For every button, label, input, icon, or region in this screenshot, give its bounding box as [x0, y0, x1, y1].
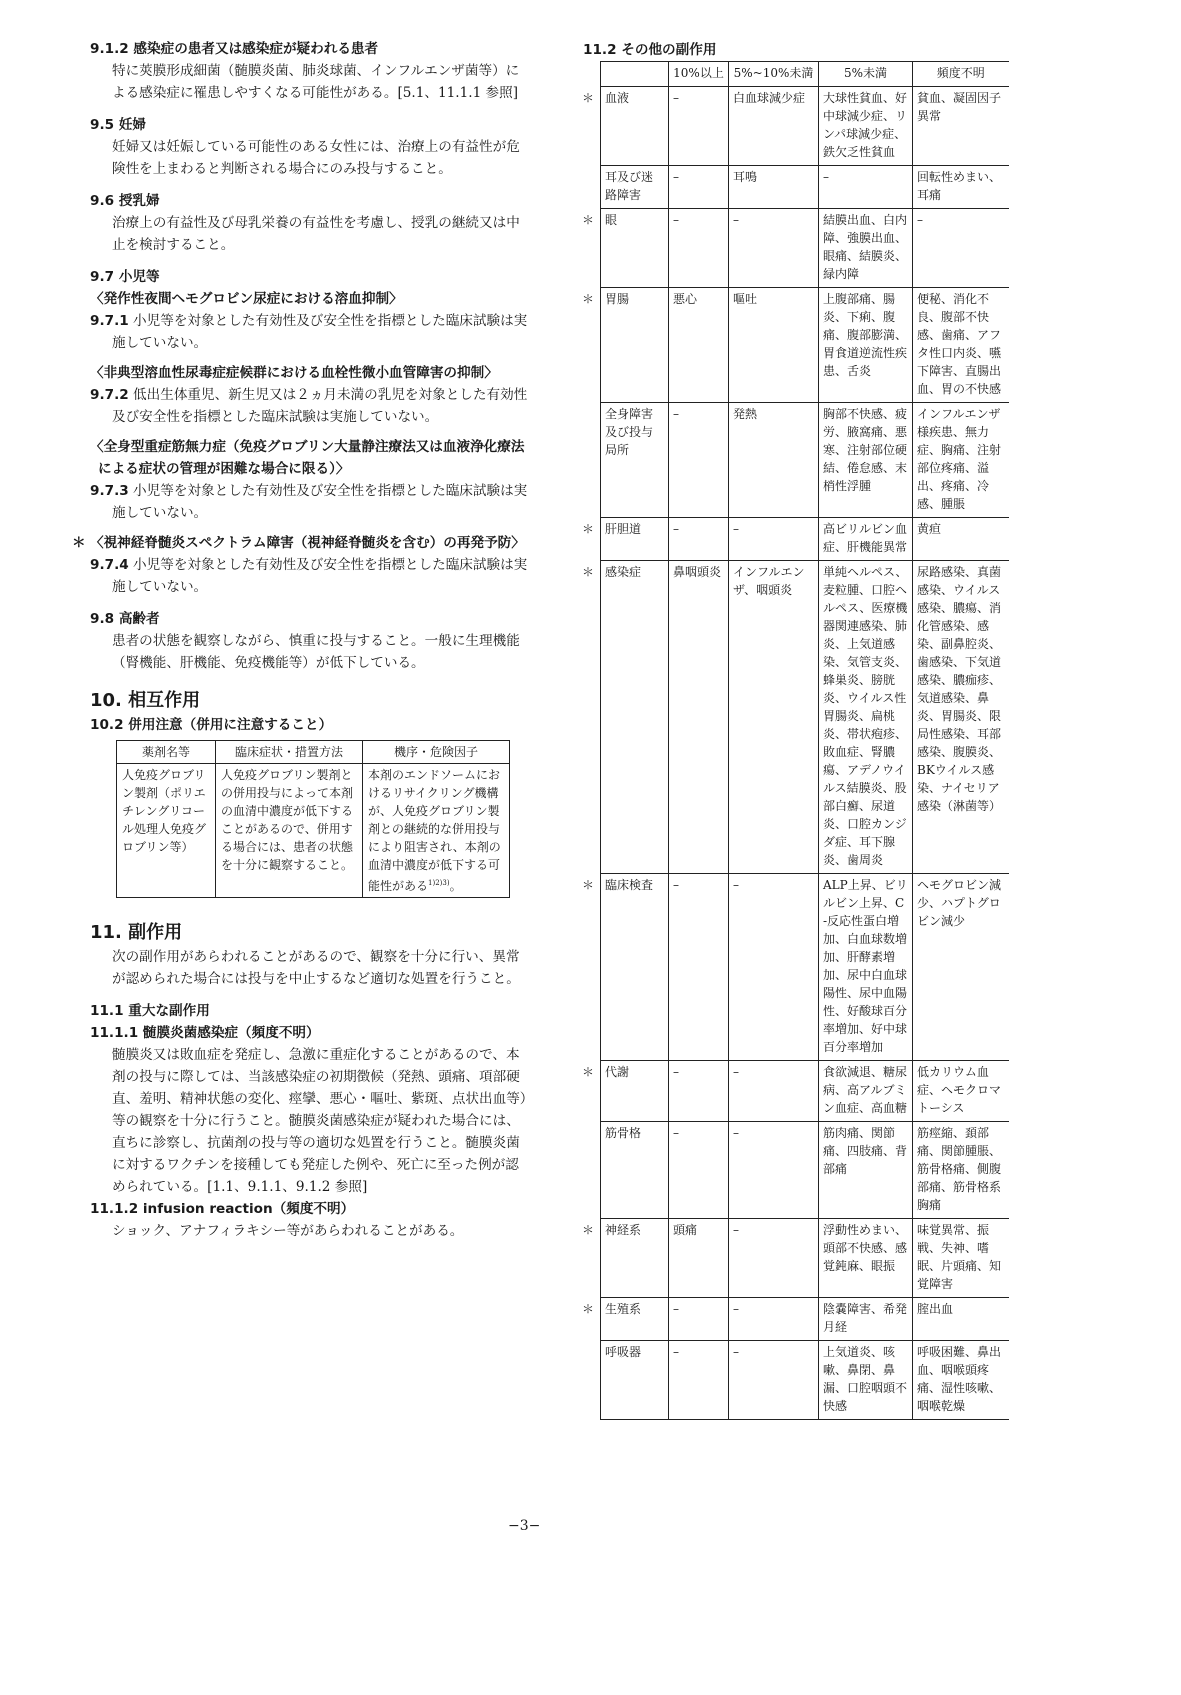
ae-frequency-cell: 悪心: [669, 288, 729, 403]
interaction-header-symptoms: 臨床症状・措置方法: [216, 741, 363, 764]
ae-frequency-cell: 陰嚢障害、希発月経: [819, 1298, 913, 1341]
paragraph-9-6: 治療上の有益性及び母乳栄養の有益性を考慮し、授乳の継続又は中止を検討すること。: [112, 215, 520, 253]
heading-11-1: 11.1 重大な副作用: [90, 1003, 210, 1019]
heading-9-8: 9.8 高齢者: [90, 611, 160, 627]
ae-category-label: 呼吸器: [605, 1345, 642, 1359]
ae-header-3: 5%未満: [819, 62, 913, 87]
ae-frequency-cell: –: [669, 1061, 729, 1122]
ae-frequency-cell: –: [669, 1341, 729, 1420]
ae-frequency-cell: 味覚異常、振戦、失神、嗜眠、片頭痛、知覚障害: [913, 1219, 1009, 1298]
paragraph-9-1-2: 特に莢膜形成細菌（髄膜炎菌、肺炎球菌、インフルエンザ菌等）による感染症に罹患しやすくなる可能性がある。[5.1、11.1.1 参照]: [112, 63, 520, 101]
ae-frequency-cell: –: [669, 518, 729, 561]
ae-row: [601, 1219, 1009, 1298]
ae-frequency-cell: –: [729, 1061, 819, 1122]
ae-frequency-cell: 食欲減退、糖尿病、高アルブミン血症、高血糖: [819, 1061, 913, 1122]
ae-category-cell: [582, 561, 669, 874]
ae-row: [601, 87, 1009, 166]
ae-frequency-cell: –: [669, 1122, 729, 1219]
pediatric-item: [90, 554, 530, 598]
ae-frequency-cell: –: [669, 874, 729, 1061]
paragraph-11: 次の副作用があらわれることがあるので、観察を十分に行い、異常が認められた場合には投与を中止するなど適切な処置を行うこと。: [112, 949, 520, 987]
heading-10: 10. 相互作用: [90, 690, 201, 711]
ae-frequency-cell: 尿路感染、真菌感染、ウイルス感染、膿瘍、消化管感染、感染、副鼻腔炎、歯感染、下気道感染、膿痂疹、気道感染、鼻炎、胃腸炎、限局性感染、耳部感染、腹膜炎、BKウイルス感染、ナイセリア感染（淋菌等）: [913, 561, 1009, 874]
ae-frequency-cell: 腟出血: [913, 1298, 1009, 1341]
ae-frequency-cell: 胸部不快感、疲労、腋窩痛、悪寒、注射部位硬結、倦怠感、末梢性浮腫: [819, 403, 913, 518]
mechanism-period: 。: [449, 879, 462, 893]
ae-frequency-cell: –: [729, 874, 819, 1061]
pediatric-item-text: 低出生体重児、新生児又は２ヵ月未満の乳児を対象とした有効性及び安全性を指標とした臨床試験は実施していない。: [112, 387, 528, 425]
ae-category-label: 肝胆道: [605, 522, 642, 536]
ae-header-0: [601, 62, 669, 87]
right-column: [583, 38, 1013, 1420]
ae-row: [601, 1122, 1009, 1219]
pediatric-item-text: 小児等を対象とした有効性及び安全性を指標とした臨床試験は実施していない。: [112, 557, 528, 595]
ae-category-label: 耳及び迷路障害: [605, 170, 654, 202]
pediatric-group-heading-text: 〈全身型重症筋無力症（免疫グロブリン大量静注療法又は血液浄化療法による症状の管理が困難な場合に限る）〉: [90, 439, 525, 477]
heading-10-2: 10.2 併用注意（併用に注意すること）: [90, 717, 333, 733]
ae-header-1: 10%以上: [669, 62, 729, 87]
ae-category-label: 感染症: [605, 565, 642, 579]
heading-11-2: 11.2 その他の副作用: [583, 42, 717, 58]
ae-frequency-cell: –: [913, 209, 1009, 288]
ae-row: [601, 561, 1009, 874]
ae-frequency-cell: インフルエンザ、咽頭炎: [729, 561, 819, 874]
ae-frequency-cell: 上腹部痛、腸炎、下痢、腹痛、腹部膨満、胃食道逆流性疾患、舌炎: [819, 288, 913, 403]
ae-frequency-cell: 回転性めまい、耳痛: [913, 166, 1009, 209]
pediatric-item-number: 9.7.2: [90, 387, 129, 403]
revision-star-icon: ＊: [582, 1065, 595, 1079]
pediatric-group-heading: [72, 532, 530, 554]
ae-frequency-cell: 上気道炎、咳嗽、鼻閉、鼻漏、口腔咽頭不快感: [819, 1341, 913, 1420]
heading-11-1-1: 11.1.1 髄膜炎菌感染症（頻度不明）: [90, 1025, 320, 1041]
ae-row: [601, 209, 1009, 288]
ae-frequency-cell: –: [729, 1219, 819, 1298]
ae-frequency-cell: –: [729, 1298, 819, 1341]
ae-category-label: 全身障害及び投与局所: [605, 407, 654, 457]
ae-category-cell: [601, 403, 669, 518]
ae-frequency-cell: 頭痛: [669, 1219, 729, 1298]
ae-row: [601, 403, 1009, 518]
ae-category-label: 臨床検査: [605, 878, 654, 892]
ae-category-cell: [582, 87, 669, 166]
ae-row: [601, 288, 1009, 403]
ae-row: [601, 166, 1009, 209]
ae-frequency-cell: 耳鳴: [729, 166, 819, 209]
pediatric-item-text: 小児等を対象とした有効性及び安全性を指標とした臨床試験は実施していない。: [112, 483, 528, 521]
revision-star-icon: ＊: [582, 565, 595, 579]
ae-header-4: 頻度不明: [913, 62, 1009, 87]
ae-frequency-cell: 白血球減少症: [729, 87, 819, 166]
ae-frequency-cell: 発熱: [729, 403, 819, 518]
ae-frequency-cell: –: [669, 403, 729, 518]
ae-category-cell: [582, 518, 669, 561]
pediatric-item: [90, 384, 530, 428]
mechanism-text: 本剤のエンドソームにおけるリサイクリング機構が、人免疫グロブリン製剤との継続的な併用投与により阻害され、本剤の血清中濃度が低下する可能性がある: [368, 768, 501, 893]
pediatric-item-number: 9.7.4: [90, 557, 129, 573]
ae-category-cell: [601, 166, 669, 209]
heading-9-5: 9.5 妊婦: [90, 117, 147, 133]
ae-category-cell: [601, 1341, 669, 1420]
interaction-row: [117, 764, 510, 898]
revision-star-icon: ＊: [582, 1223, 595, 1237]
ae-category-label: 代謝: [605, 1065, 630, 1079]
pediatric-item: [90, 310, 530, 354]
heading-9-1-2: 9.1.2 感染症の患者又は感染症が疑われる患者: [90, 41, 379, 57]
reference-superscript: 1)2)3): [428, 879, 450, 887]
ae-frequency-cell: 便秘、消化不良、腹部不快感、歯痛、アフタ性口内炎、嚥下障害、直腸出血、胃の不快感: [913, 288, 1009, 403]
pediatric-group-heading-text: 〈発作性夜間ヘモグロビン尿症における溶血抑制〉: [90, 291, 403, 307]
interaction-cell-drug: 人免疫グロブリン製剤（ポリエチレングリコール処理人免疫グロブリン等）: [117, 764, 216, 898]
ae-category-label: 筋骨格: [605, 1126, 642, 1140]
heading-9-6: 9.6 授乳婦: [90, 193, 160, 209]
ae-frequency-cell: –: [729, 1341, 819, 1420]
ae-category-cell: [582, 1219, 669, 1298]
ae-category-cell: [582, 1061, 669, 1122]
ae-frequency-cell: –: [669, 1298, 729, 1341]
ae-category-cell: [601, 1122, 669, 1219]
ae-frequency-cell: –: [729, 1122, 819, 1219]
ae-category-label: 神経系: [605, 1223, 642, 1237]
ae-frequency-cell: 結膜出血、白内障、強膜出血、眼痛、結膜炎、緑内障: [819, 209, 913, 288]
interaction-header-drug: 薬剤名等: [117, 741, 216, 764]
ae-frequency-cell: 浮動性めまい、頭部不快感、感覚鈍麻、眼振: [819, 1219, 913, 1298]
ae-row: [601, 1341, 1009, 1420]
interaction-header-mechanism: 機序・危険因子: [363, 741, 510, 764]
revision-star-icon: ＊: [582, 1302, 595, 1316]
ae-row: [601, 1061, 1009, 1122]
ae-frequency-cell: 低カリウム血症、ヘモクロマトーシス: [913, 1061, 1009, 1122]
heading-11: 11. 副作用: [90, 922, 183, 943]
adverse-reactions-table: [582, 61, 1009, 1420]
pediatric-group-heading-text: 〈非典型溶血性尿毒症症候群における血栓性微小血管障害の抑制〉: [90, 365, 498, 381]
revision-star-icon: ＊: [72, 535, 86, 551]
ae-category-label: 眼: [605, 213, 618, 227]
heading-9-7: 9.7 小児等: [90, 269, 160, 285]
pediatric-group-heading: [90, 436, 530, 480]
ae-frequency-cell: 貧血、凝固因子異常: [913, 87, 1009, 166]
ae-category-cell: [582, 288, 669, 403]
ae-category-cell: [582, 874, 669, 1061]
pediatric-item-number: 9.7.3: [90, 483, 129, 499]
ae-frequency-cell: インフルエンザ様疾患、無力症、胸痛、注射部位疼痛、溢出、疼痛、冷感、腫脹: [913, 403, 1009, 518]
ae-frequency-cell: 大球性貧血、好中球減少症、リンパ球減少症、鉄欠乏性貧血: [819, 87, 913, 166]
revision-star-icon: ＊: [582, 292, 595, 306]
ae-frequency-cell: 筋痙縮、頚部痛、関節腫脹、筋骨格痛、側腹部痛、筋骨格系胸痛: [913, 1122, 1009, 1219]
pediatric-group-heading-text: 〈視神経脊髄炎スペクトラム障害（視神経脊髄炎を含む）の再発予防〉: [90, 535, 525, 551]
pediatric-group-heading: [90, 288, 530, 310]
ae-row: [601, 1298, 1009, 1341]
pediatric-item-text: 小児等を対象とした有効性及び安全性を指標とした臨床試験は実施していない。: [112, 313, 528, 351]
paragraph-11-1-2: ショック、アナフィラキシー等があらわれることがある。: [112, 1223, 464, 1239]
interaction-cell-mechanism: [363, 764, 510, 898]
ae-category-label: 生殖系: [605, 1302, 642, 1316]
ae-frequency-cell: 筋肉痛、関節痛、四肢痛、背部痛: [819, 1122, 913, 1219]
interaction-table: [116, 740, 510, 898]
ae-frequency-cell: –: [729, 518, 819, 561]
ae-header-2: 5%~10%未満: [729, 62, 819, 87]
ae-frequency-cell: –: [669, 166, 729, 209]
heading-11-1-2: 11.1.2 infusion reaction（頻度不明）: [90, 1201, 355, 1217]
ae-row: [601, 874, 1009, 1061]
interaction-cell-symptoms: 人免疫グロブリン製剤との併用投与によって本剤の血清中濃度が低下することがあるので、併用する場合には、患者の状態を十分に観察すること。: [216, 764, 363, 898]
ae-frequency-cell: 呼吸困難、鼻出血、咽喉頭疼痛、湿性咳嗽、咽喉乾燥: [913, 1341, 1009, 1420]
ae-frequency-cell: 嘔吐: [729, 288, 819, 403]
ae-frequency-cell: ALP上昇、ビリルビン上昇、C-反応性蛋白増加、白血球数増加、肝酵素増加、尿中白血球陽性、尿中血陽性、好酸球百分率増加、好中球百分率増加: [819, 874, 913, 1061]
revision-star-icon: ＊: [582, 213, 595, 227]
pediatric-groups: [72, 288, 530, 598]
pediatric-item: [90, 480, 530, 524]
pediatric-item-number: 9.7.1: [90, 313, 129, 329]
ae-frequency-cell: 単純ヘルペス、麦粒腫、口腔ヘルペス、医療機器関連感染、肺炎、上気道感染、気管支炎、蜂巣炎、膀胱炎、ウイルス性胃腸炎、扁桃炎、帯状疱疹、敗血症、腎膿瘍、アデノウイルス結膜炎、股部白癬、尿道炎、口腔カンジダ症、耳下腺炎、歯周炎: [819, 561, 913, 874]
ae-frequency-cell: –: [669, 87, 729, 166]
ae-row: [601, 518, 1009, 561]
ae-category-label: 胃腸: [605, 292, 630, 306]
page-number: −3−: [508, 1518, 541, 1534]
paragraph-11-1-1: 髄膜炎又は敗血症を発症し、急激に重症化することがあるので、本剤の投与に際しては、当該感染症の初期徴候（発熱、頭痛、項部硬直、羞明、精神状態の変化、痙攣、悪心・嘔吐、紫斑、点状出血等）等の観察を十分に行うこと。髄膜炎菌感染症が疑われた場合には、直ちに診察し、抗菌剤の投与等の適切な処置を行うこと。髄膜炎菌に対するワクチンを接種しても発症した例や、死亡に至った例が認められている。[1.1、9.1.1、9.1.2 参照]: [112, 1047, 527, 1195]
ae-category-label: 血液: [605, 91, 630, 105]
ae-frequency-cell: ヘモグロビン減少、ハプトグロビン減少: [913, 874, 1009, 1061]
ae-frequency-cell: 鼻咽頭炎: [669, 561, 729, 874]
ae-frequency-cell: –: [729, 209, 819, 288]
paragraph-9-8: 患者の状態を観察しながら、慎重に投与すること。一般に生理機能（腎機能、肝機能、免疫機能等）が低下している。: [112, 633, 520, 671]
left-column: [72, 38, 530, 1242]
revision-star-icon: ＊: [582, 91, 595, 105]
ae-category-cell: [582, 209, 669, 288]
ae-frequency-cell: –: [669, 209, 729, 288]
ae-frequency-cell: –: [819, 166, 913, 209]
ae-frequency-cell: 黄疸: [913, 518, 1009, 561]
ae-frequency-cell: 高ビリルビン血症、肝機能異常: [819, 518, 913, 561]
revision-star-icon: ＊: [582, 522, 595, 536]
ae-category-cell: [582, 1298, 669, 1341]
revision-star-icon: ＊: [582, 878, 595, 892]
paragraph-9-5: 妊婦又は妊娠している可能性のある女性には、治療上の有益性が危険性を上まわると判断される場合にのみ投与すること。: [112, 139, 520, 177]
pediatric-group-heading: [90, 362, 530, 384]
